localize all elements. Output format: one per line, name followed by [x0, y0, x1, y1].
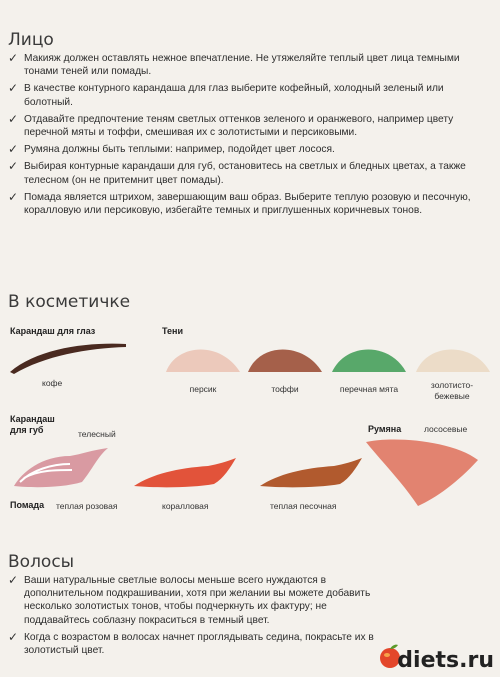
eye-pencil-swatch — [8, 338, 130, 378]
check-icon: ✓ — [8, 51, 19, 65]
check-icon: ✓ — [8, 81, 19, 96]
check-icon: ✓ — [8, 629, 19, 644]
blush-heading: Румяна — [368, 424, 402, 434]
shadow-label-peach: персик — [189, 384, 217, 394]
hair-section-title: Волосы — [8, 552, 75, 572]
face-tips-list — [8, 52, 488, 217]
check-icon: ✓ — [8, 142, 19, 157]
list-item: ✓ Когда с возрастом в волосах начнет проглядывать седина, покрасьте их в золотистый цвет. — [8, 629, 374, 657]
list-item: ✓ Румяна должны быть теплыми: например, подойдет цвет лосося. — [8, 142, 335, 157]
lipstick-swatch-coral — [132, 454, 238, 490]
list-item: ✓ В качестве контурного карандаша для глаз выберите кофейный, холодный зеленый или болотный. — [8, 81, 444, 108]
hair-tips-list — [8, 574, 380, 657]
shadow-label-mint: перечная мята — [339, 384, 399, 394]
list-item: ✓ Выбирая контурные карандаши для губ, остановитесь на светлых и бледных цветах, а также телесном (он не притемнит цвет помады). — [8, 159, 466, 186]
shadow-swatch-mint — [328, 340, 410, 376]
list-item: ✓ Макияж должен оставлять нежное впечатление. Не утяжеляйте теплый цвет лица темными тонами теней или помады. — [8, 51, 460, 78]
blush-shade-label: лососевые — [424, 424, 468, 434]
check-icon: ✓ — [8, 159, 19, 174]
lip-pencil-heading: Карандаш для губ — [10, 414, 55, 435]
shadow-swatch-toffee — [244, 340, 326, 376]
lipstick-label-coral: коралловая — [162, 501, 209, 511]
cosmetics-section-title: В косметичке — [8, 292, 131, 312]
list-item: ✓ Отдавайте предпочтение теням светлых оттенков зеленого и оранжевого, например цвету перечной мяты и тоффи, смешивая их с золотистыми и персиковыми. — [8, 111, 454, 139]
eye-pencil-shade-label: кофе — [42, 378, 63, 388]
shadows-heading: Тени — [162, 326, 184, 336]
check-icon: ✓ — [8, 111, 19, 126]
lipstick-heading: Помада — [10, 500, 45, 510]
lip-pencil-swatch — [12, 442, 116, 490]
shadow-label-toffee: тоффи — [271, 384, 299, 394]
eye-pencil-heading: Карандаш для глаз — [10, 326, 96, 336]
check-icon: ✓ — [8, 189, 19, 204]
blush-swatch — [362, 436, 482, 508]
list-item: ✓ Ваши натуральные светлые волосы меньше всего нуждаются в дополнительном подкрашивании, хотя при желании вы можете добавить несколько золотистых тонов, чтобы подчеркнуть их фактуру; не поддавайтесь соблазну покраситься в темный цвет. — [8, 573, 371, 626]
face-section-title: Лицо — [8, 30, 54, 50]
list-item: ✓ Помада является штрихом, завершающим ваш образ. Выберите теплую розовую и песочную, коралловую или персиковую, избегайте темных и приглушенных коричневых тонов. — [8, 189, 471, 217]
lipstick-label-warm-sand: теплая песочная — [270, 501, 337, 511]
watermark-text: diets.ru — [397, 648, 494, 673]
shadow-swatch-golden-beige — [412, 340, 494, 376]
shadow-swatch-peach — [162, 340, 244, 376]
check-icon: ✓ — [8, 573, 19, 587]
lip-pencil-shade-label: телесный — [78, 429, 116, 439]
lipstick-label-warm-pink: теплая розовая — [56, 501, 118, 511]
shadow-label-golden-beige: золотисто-бежевые — [430, 380, 474, 401]
lipstick-swatch-warm-sand — [258, 454, 364, 490]
